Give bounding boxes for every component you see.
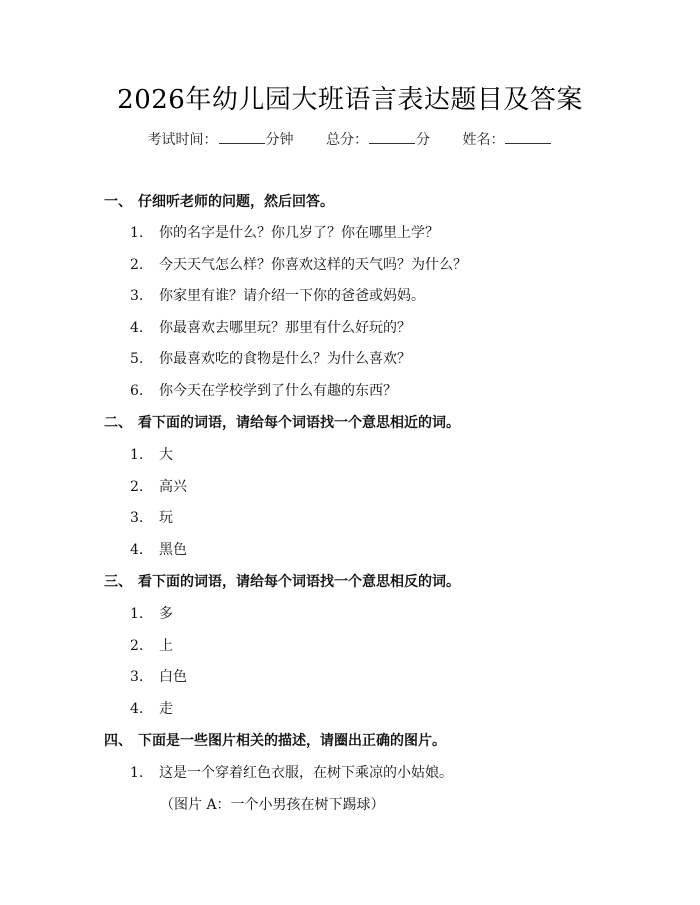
name-blank[interactable] bbox=[505, 131, 551, 144]
item-text: 你的名字是什么？你几岁了？你在哪里上学？ bbox=[159, 225, 439, 241]
section-number: 二、 bbox=[104, 415, 132, 431]
item-text: 大 bbox=[159, 447, 173, 463]
item-number: 4. bbox=[130, 701, 144, 717]
section-heading bbox=[104, 413, 460, 433]
section-number: 四、 bbox=[104, 733, 132, 749]
exam-time-blank[interactable] bbox=[219, 131, 265, 144]
item-text: 你今天在学校学到了什么有趣的东西？ bbox=[159, 383, 397, 399]
section-heading bbox=[104, 192, 334, 212]
picture-note: （图片 A：一个小男孩在树下踢球） bbox=[160, 797, 385, 813]
item-text: 高兴 bbox=[159, 479, 187, 495]
item-text: 走 bbox=[159, 701, 173, 717]
item-text: 黑色 bbox=[159, 542, 187, 558]
document-title: 2026年幼儿园大班语言表达题目及答案 bbox=[117, 85, 583, 115]
question-item bbox=[130, 699, 173, 719]
total-score-field bbox=[326, 132, 434, 148]
section-heading bbox=[104, 731, 446, 751]
question-item bbox=[130, 604, 173, 624]
item-text: 玩 bbox=[159, 510, 173, 526]
item-number: 4. bbox=[130, 542, 144, 558]
section-number: 三、 bbox=[104, 574, 132, 590]
question-item bbox=[130, 477, 187, 497]
name-label: 姓名： bbox=[462, 132, 505, 148]
item-number: 2. bbox=[130, 479, 144, 495]
question-item bbox=[130, 445, 173, 465]
exam-time-field bbox=[148, 132, 298, 148]
item-text: 你最喜欢吃的食物是什么？为什么喜欢？ bbox=[159, 351, 411, 367]
item-number: 1. bbox=[130, 765, 144, 781]
section-title: 下面是一些图片相关的描述，请圈出正确的图片。 bbox=[138, 733, 446, 749]
question-item bbox=[130, 318, 411, 338]
item-number: 1. bbox=[130, 447, 144, 463]
item-number: 1. bbox=[130, 225, 144, 241]
item-number: 3. bbox=[130, 510, 144, 526]
item-text: 白色 bbox=[159, 669, 187, 685]
question-item bbox=[130, 667, 187, 687]
total-score-unit: 分 bbox=[416, 132, 430, 148]
section-title: 看下面的词语，请给每个词语找一个意思相反的词。 bbox=[138, 574, 460, 590]
item-number: 3. bbox=[130, 669, 144, 685]
item-text: 你最喜欢去哪里玩？那里有什么好玩的？ bbox=[159, 320, 411, 336]
question-item bbox=[130, 223, 439, 243]
exam-time-label: 考试时间： bbox=[147, 132, 218, 148]
item-number: 2. bbox=[130, 638, 144, 654]
item-text: 上 bbox=[159, 638, 173, 654]
item-number: 3. bbox=[130, 288, 144, 304]
name-field bbox=[462, 132, 552, 148]
item-number: 6. bbox=[130, 383, 144, 399]
item-number: 1. bbox=[130, 606, 144, 622]
question-item bbox=[130, 255, 467, 275]
section-number: 一、 bbox=[104, 194, 132, 210]
item-text: 多 bbox=[159, 606, 173, 622]
exam-info-line bbox=[0, 130, 700, 150]
item-text: 你家里有谁？请介绍一下你的爸爸或妈妈。 bbox=[159, 288, 425, 304]
section-title: 仔细听老师的问题，然后回答。 bbox=[138, 194, 334, 210]
item-text: 这是一个穿着红色衣服，在树下乘凉的小姑娘。 bbox=[159, 765, 453, 781]
question-item bbox=[130, 286, 425, 306]
total-score-label: 总分： bbox=[326, 132, 368, 148]
question-item bbox=[130, 540, 187, 560]
question-item bbox=[130, 636, 173, 656]
item-number: 4. bbox=[130, 320, 144, 336]
total-score-blank[interactable] bbox=[369, 131, 415, 144]
question-item bbox=[130, 508, 173, 528]
item-number: 5. bbox=[130, 351, 144, 367]
section-heading bbox=[104, 572, 460, 592]
item-number: 2. bbox=[130, 257, 144, 273]
exam-time-unit: 分钟 bbox=[265, 132, 294, 148]
item-text: 今天天气怎么样？你喜欢这样的天气吗？为什么？ bbox=[159, 257, 467, 273]
section-title: 看下面的词语，请给每个词语找一个意思相近的词。 bbox=[138, 415, 460, 431]
question-item bbox=[130, 381, 397, 401]
question-item bbox=[130, 763, 453, 783]
question-item bbox=[130, 349, 411, 369]
